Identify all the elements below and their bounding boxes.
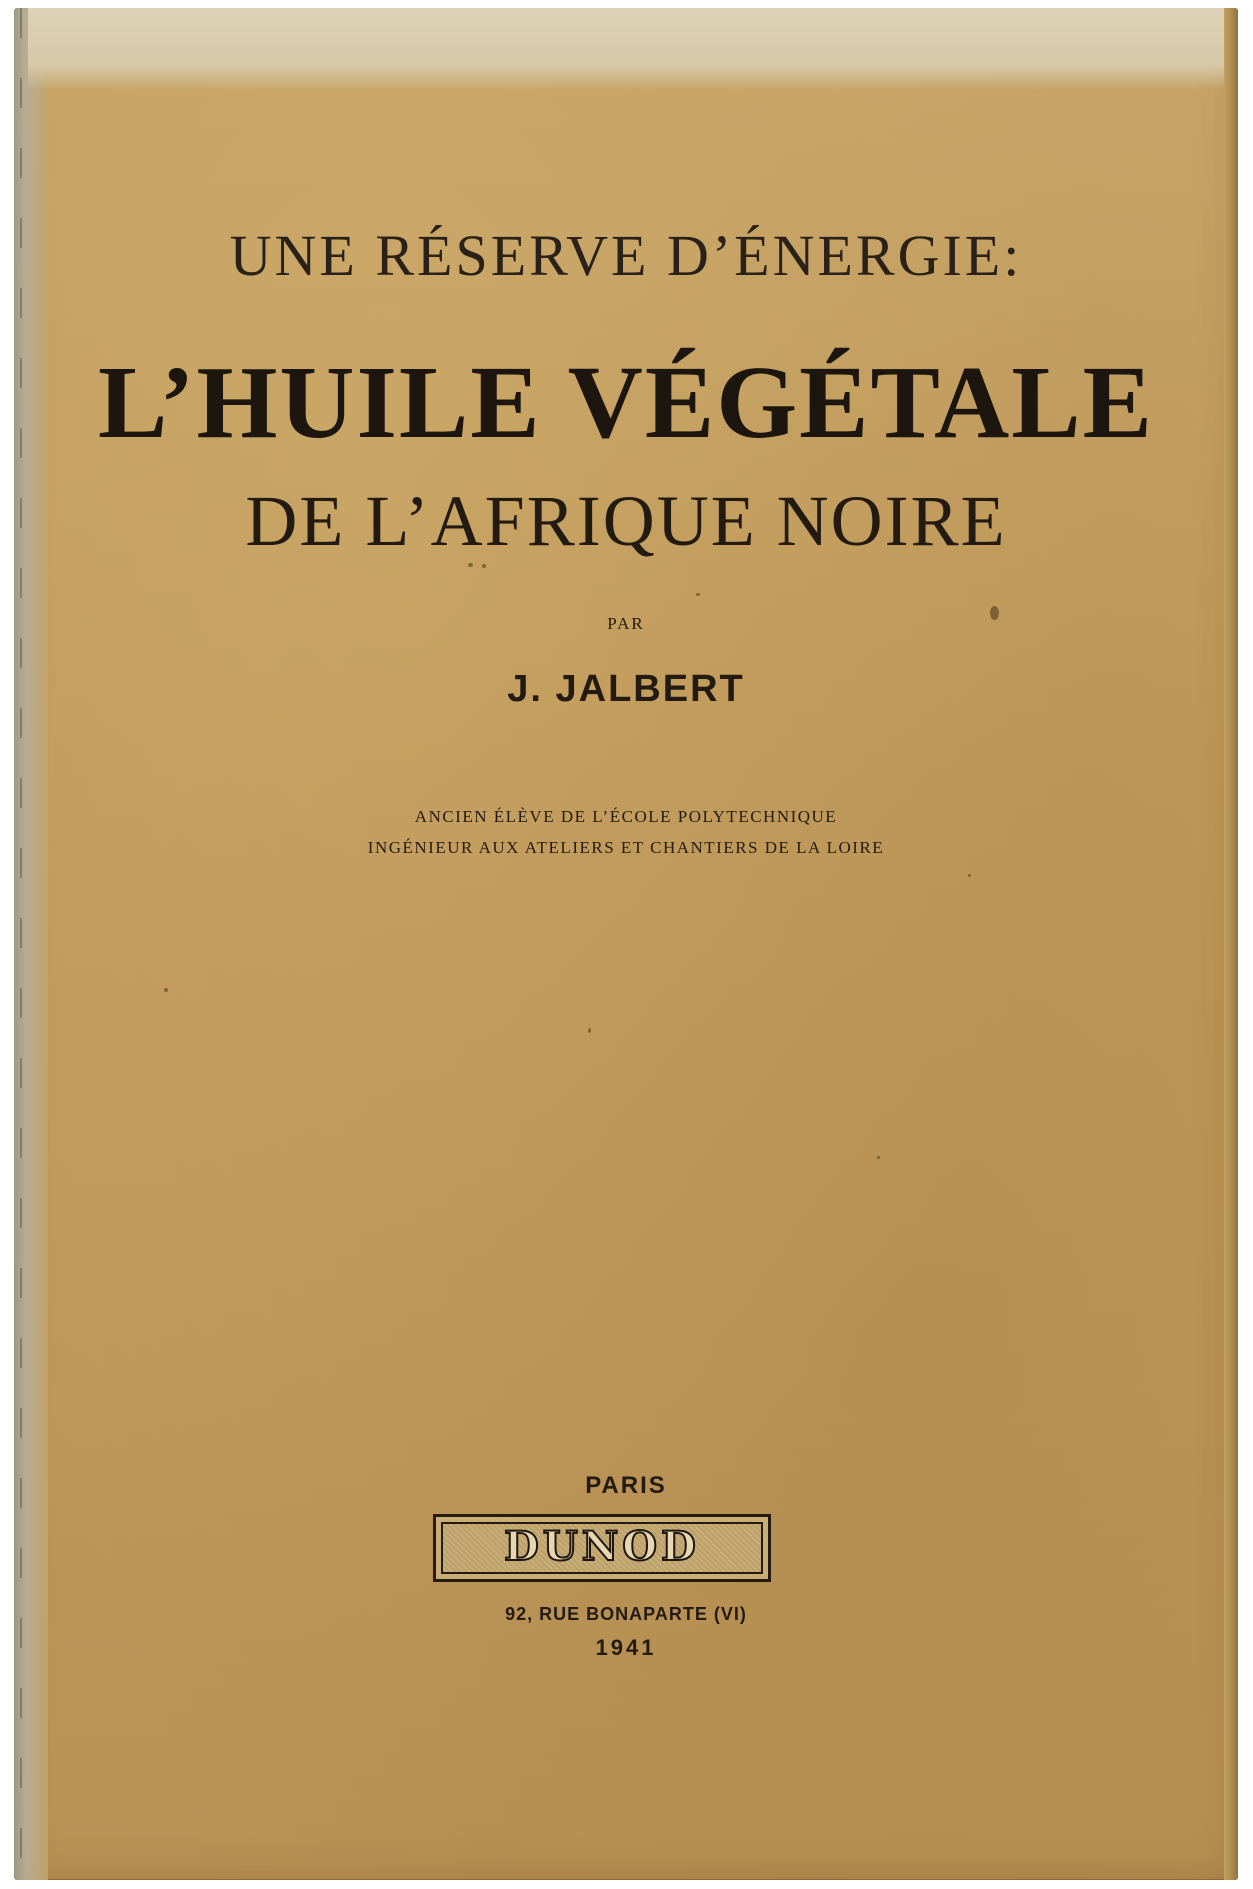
publisher-city: PARIS	[585, 1472, 667, 1499]
title-line-3: DE L’AFRIQUE NOIRE	[245, 481, 1007, 561]
title-line-2: L’HUILE VÉGÉTALE	[97, 345, 1154, 460]
publisher-address: 92, RUE BONAPARTE (VI)	[505, 1604, 747, 1624]
credential-line-1: ANCIEN ÉLÈVE DE L’ÉCOLE POLYTECHNIQUE	[414, 807, 838, 826]
author-name: J. JALBERT	[507, 668, 745, 710]
book-cover	[14, 8, 1238, 1880]
paper-speck	[164, 988, 168, 992]
paper-speck	[588, 1028, 591, 1033]
paper-speck	[968, 874, 971, 877]
credential-line-2: INGÉNIEUR AUX ATELIERS ET CHANTIERS DE LA LOIRE	[367, 838, 885, 857]
paper-speck	[696, 593, 700, 596]
publisher-name: DUNOD	[504, 1523, 700, 1570]
paper-speck	[877, 1156, 880, 1159]
title-line-1: UNE RÉSERVE D’ÉNERGIE:	[229, 223, 1023, 288]
paper-speck	[482, 564, 486, 568]
publisher-logo	[433, 1514, 771, 1582]
by-label: PAR	[607, 614, 645, 633]
faded-top-strip	[28, 8, 1238, 90]
paper-speck	[468, 563, 473, 567]
publication-year: 1941	[595, 1635, 657, 1660]
paper-speck	[990, 606, 999, 620]
